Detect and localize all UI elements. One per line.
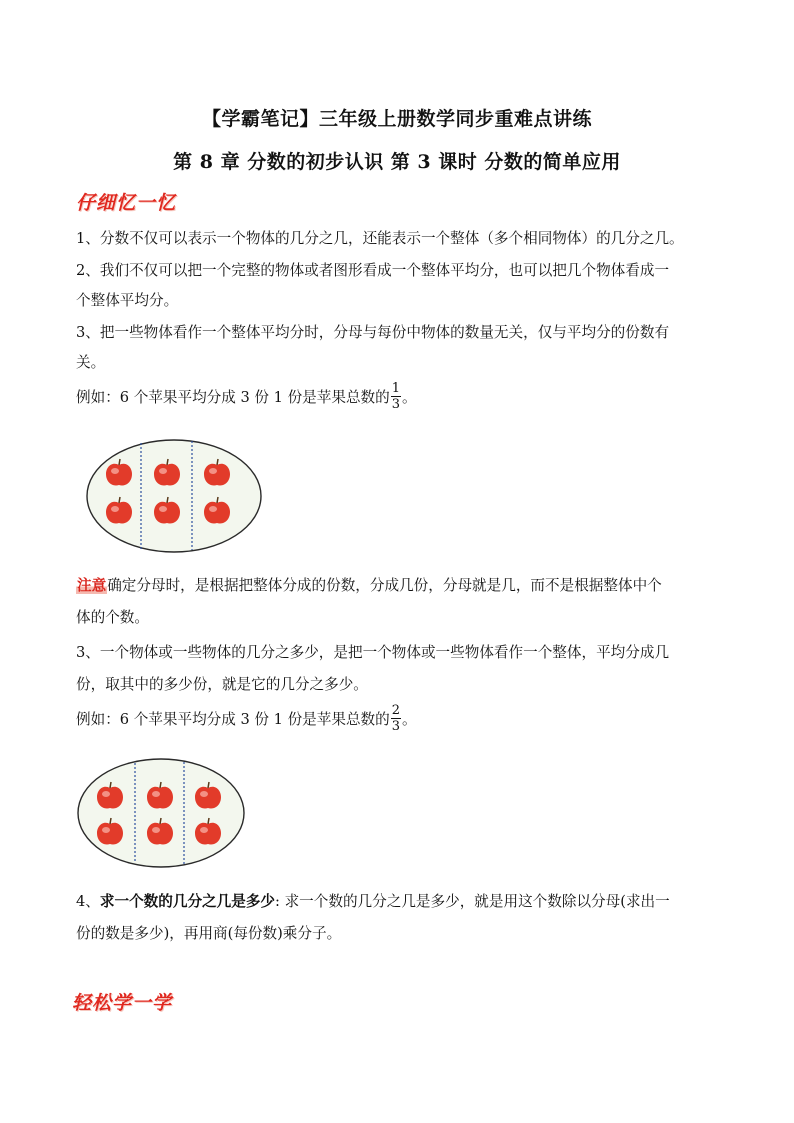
example-2: [76, 704, 726, 736]
note-line-1: [76, 570, 726, 602]
point-4-line-1: [76, 886, 726, 918]
fraction-denominator: 3: [391, 396, 401, 412]
document-subtitle: 第 8 章 分数的初步认识 第 3 课时 分数的简单应用: [173, 151, 621, 173]
fraction-numerator: 1: [391, 380, 401, 396]
note-text: 确定分母时，是根据把整体分成的份数，分成几份，分母就是几，而不是根据整体中个: [107, 577, 662, 594]
group-oval: [78, 759, 244, 867]
example-1-end: 。: [402, 389, 417, 406]
example-2-end: 。: [402, 711, 417, 728]
note-line-2: 体的个数。: [76, 609, 149, 626]
example-1-text: 例如：6 个苹果平均分成 3 份 1 份是苹果总数的: [76, 389, 390, 406]
point-3-line-2: 关。: [76, 354, 106, 371]
section-heading-recall: 仔细忆一忆: [76, 192, 177, 214]
point-3b-line-1: 3、一个物体或一些物体的几分之多少，是把一个物体或一些物体看作一个整体，平均分成几: [76, 644, 670, 661]
note-tag: 注意: [77, 577, 107, 594]
point-4-text: : 求一个数的几分之几是多少，就是用这个数除以分母(求出一: [275, 893, 670, 910]
document-title: 【学霸笔记】三年级上册数学同步重难点讲练: [201, 108, 592, 130]
point-3-line-1: 3、把一些物体看作一个整体平均分时，分母与每份中物体的数量无关，仅与平均分的份数有: [76, 324, 670, 341]
group-oval: [87, 440, 261, 552]
point-4-prefix: 4、: [76, 893, 100, 910]
point-2-line-2: 个整体平均分。: [76, 292, 179, 309]
fraction-one-third: [391, 382, 401, 411]
example-1: [76, 382, 726, 414]
example-2-text: 例如：6 个苹果平均分成 3 份 1 份是苹果总数的: [76, 711, 390, 728]
fraction-denominator: 3: [391, 718, 401, 734]
apple-group-figure-2: [76, 757, 246, 869]
point-1: 1、分数不仅可以表示一个物体的几分之几，还能表示一个整体（多个相同物体）的几分之几。: [76, 230, 684, 247]
fraction-two-thirds: [391, 704, 401, 733]
point-3b-line-2: 份，取其中的多少份，就是它的几分之多少。: [76, 676, 368, 693]
point-4-bold-term: 求一个数的几分之几是多少: [99, 893, 276, 910]
apple-group-figure-1: [84, 437, 264, 555]
section-heading-learn: 轻松学一学: [72, 992, 173, 1014]
point-4-line-2: 份的数是多少)，再用商(每份数)乘分子。: [76, 925, 342, 942]
point-2-line-1: 2、我们不仅可以把一个完整的物体或者图形看成一个整体平均分，也可以把几个物体看成一: [76, 262, 670, 279]
fraction-numerator: 2: [391, 702, 401, 718]
